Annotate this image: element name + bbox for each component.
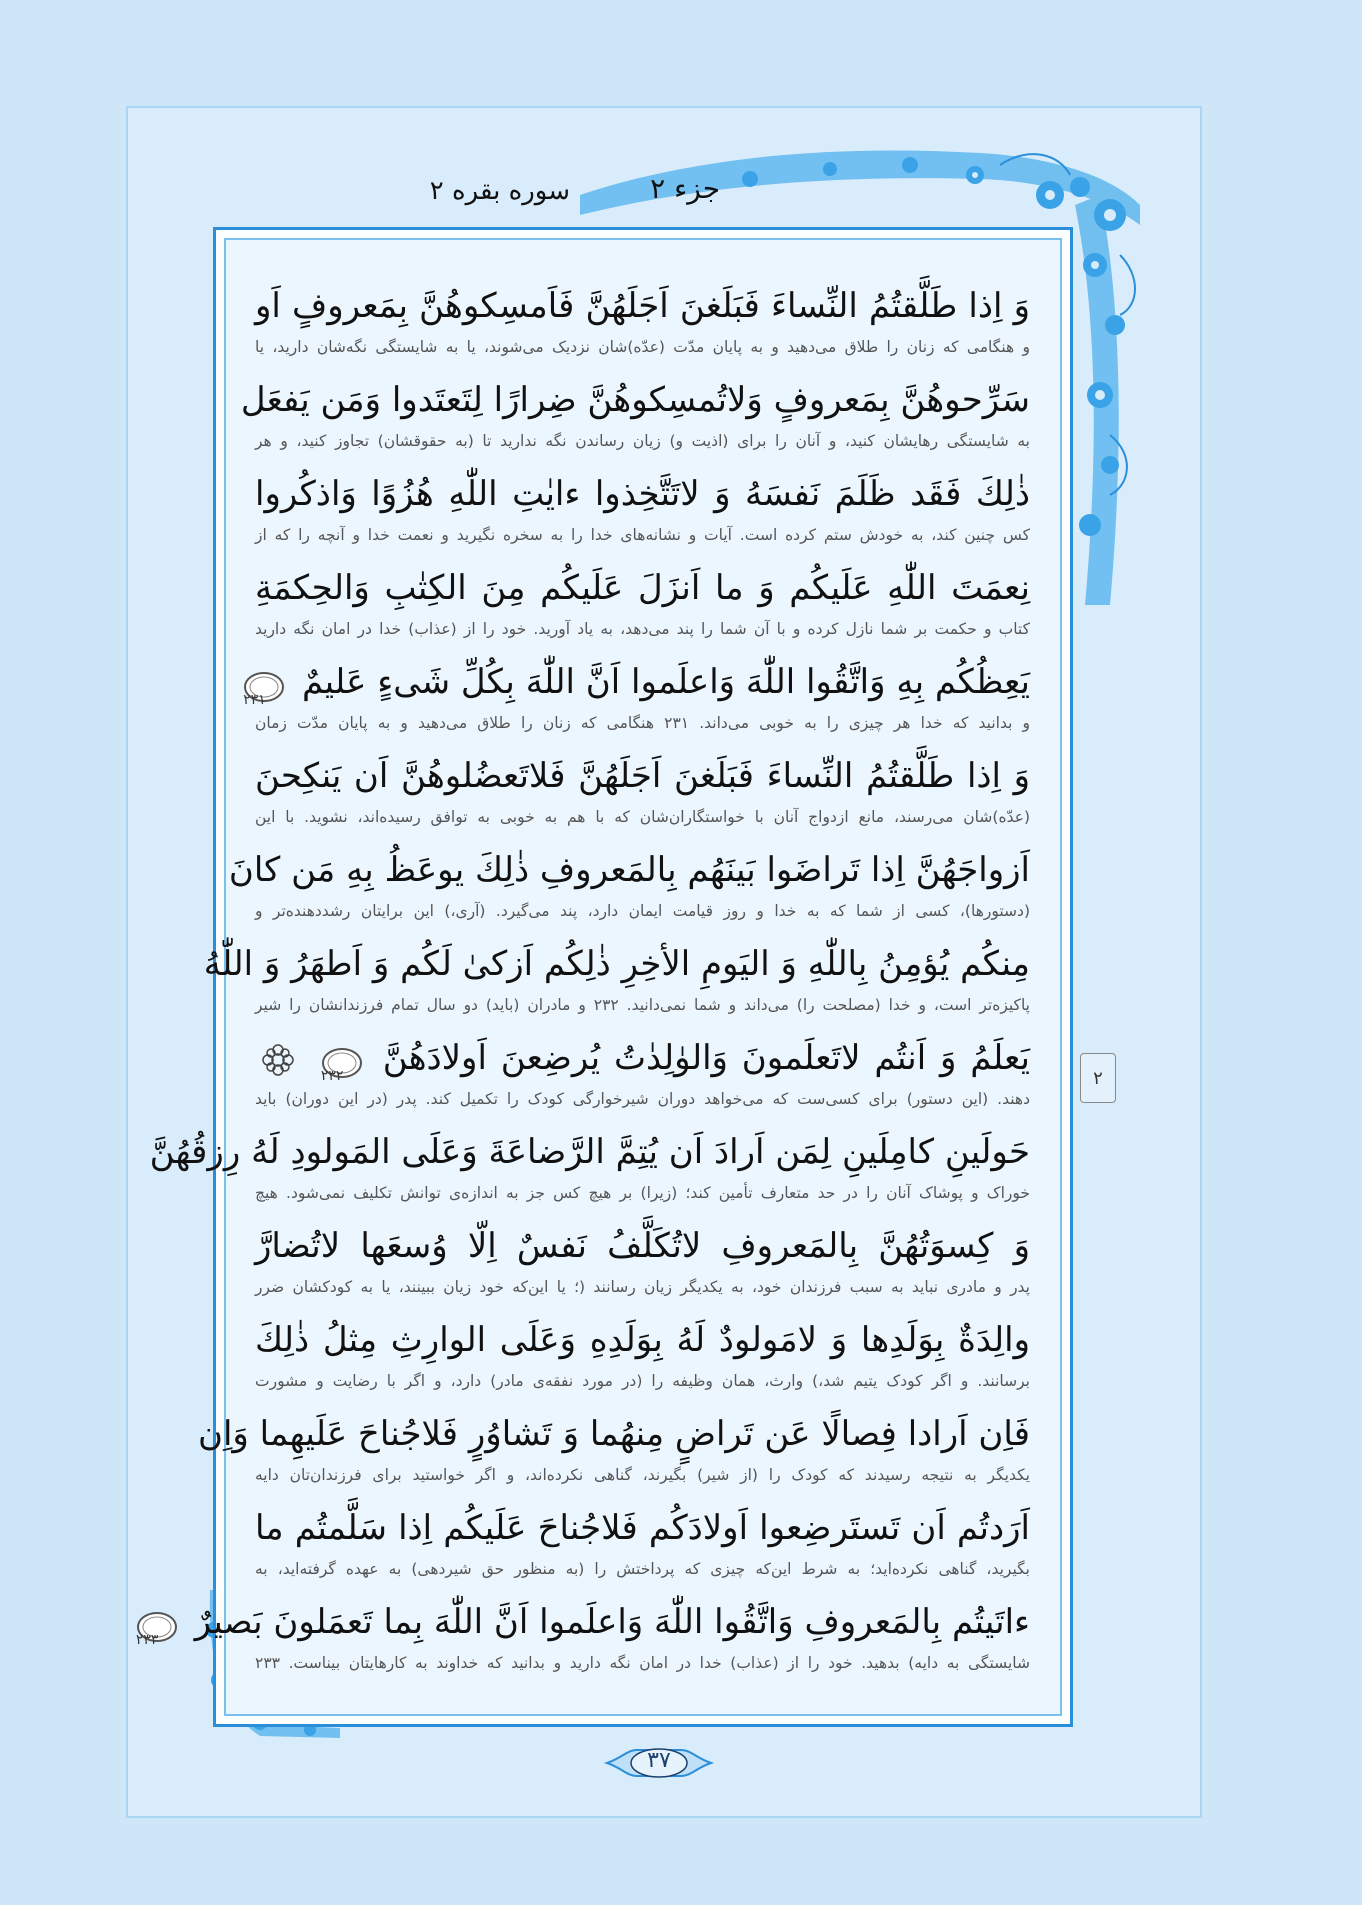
translation-line: پاکیزه‌تر است، و خدا (مصلحت را) می‌داند و شما نمی‌دانید. ۲۳۲ و مادران (باید) دو سال تمام فرزندانشان را شیر xyxy=(255,996,1030,1014)
juz-label: جزء ۲ xyxy=(650,172,720,205)
verse-line xyxy=(255,1032,1030,1126)
translation-line: به شایستگی رهایشان کنید، و آنان را برای (اذیت و) زیان رساندن نگه ندارید تا (به حقوقشان) تجاوز کنید، و هر xyxy=(255,432,1030,450)
arabic-line: فَاِن اَرادا فِصالًا عَن تَراضٍ مِنهُما وَ تَشاوُرٍ فَلاجُناحَ عَلَيهِما وَاِن xyxy=(197,1414,1030,1454)
translation-line: پدر و مادری نباید به سبب فرزندان خود، به یکدیگر زیان رسانند (؛ یا این‌که خود زیان ببینند، یا به کودکشان ضرر xyxy=(255,1278,1030,1296)
ayah-end-marker xyxy=(243,667,285,708)
arabic-line-with-ayah-end xyxy=(243,656,1030,712)
ayah-number: ۲۳۱ xyxy=(243,692,266,708)
translation-line: (عدّه)شان می‌رسند، مانع ازدواج آنان با خواستگاران‌شان که با هم به خوبی به توافق رسیده‌اند، نشوید. با این xyxy=(255,808,1030,826)
arabic-line: اَرَدتُم اَن تَستَرضِعوا اَولادَكُم فَلاجُناحَ عَلَيكُم اِذا سَلَّمتُم ما xyxy=(255,1508,1030,1548)
verse-line xyxy=(135,1596,1030,1690)
verses-container xyxy=(135,280,1031,1690)
arabic-line-with-ayah-end xyxy=(135,1596,1030,1652)
arabic-line: حَولَينِ كامِلَينِ لِمَن اَرادَ اَن يُتِمَّ الرَّضاعَةَ وَعَلَی المَولودِ لَهُ رِزقُهُنَّ xyxy=(149,1132,1030,1172)
translation-line: و هنگامی که زنان را طلاق می‌دهید و به پایان مدّت (عدّه)شان نزدیک می‌شوند، یا به شایستگی نگه‌شان دارید، یا xyxy=(255,338,1030,356)
translation-line: شایستگی به دایه) بدهید. خود را از (عذاب) خدا در امان نگه دارید و بدانید که خداوند به کارهایتان بیناست. ۲۳۳ xyxy=(255,1654,1030,1672)
arabic-line: سَرِّحوهُنَّ بِمَعروفٍ وَلاتُمسِكوهُنَّ ضِرارًا لِتَعتَدوا وَمَن يَفعَل xyxy=(240,380,1030,420)
page-header xyxy=(380,172,720,216)
hizb-flower-icon xyxy=(261,1043,295,1077)
verse-line xyxy=(255,1220,1030,1314)
verse-line xyxy=(197,1408,1030,1502)
ayah-end-marker xyxy=(320,1043,363,1084)
verse-line xyxy=(240,374,1030,468)
arabic-line: وَ اِذا طَلَّقتُمُ النِّساءَ فَبَلَغنَ اَجَلَهُنَّ فَلاتَعضُلوهُنَّ اَن يَنكِحنَ xyxy=(255,756,1030,796)
arabic-line: ذٰلِكَ فَقَد ظَلَمَ نَفسَهُ وَ لاتَتَّخِذوا ءايٰتِ اللّٰهِ هُزُوًا وَاذكُروا xyxy=(255,474,1030,514)
translation-line: بگیرید، گناهی نکرده‌اید؛ به شرط این‌که چیزی که پرداختش را (به منظور حق شیردهی) به عهده گرفته‌اید، به xyxy=(255,1560,1030,1578)
translation-line: خوراک و پوشاک آنان را در حد متعارف تأمین کند؛ (زیرا) بر هیچ کس جز به اندازه‌ی توانش تکلیف نمی‌شود. هیچ xyxy=(255,1184,1030,1202)
ayah-end-marker xyxy=(135,1607,178,1648)
arabic-line: نِعمَتَ اللّٰهِ عَلَيكُم وَ ما اَنزَلَ عَلَيكُم مِنَ الكِتٰبِ وَالحِكمَةِ xyxy=(255,568,1030,608)
ayah-number: ۲۳۲ xyxy=(320,1068,344,1084)
arabic-text: يَعلَمُ وَ اَنتُم لاتَعلَمونَ وَالوٰلِدٰتُ يُرضِعنَ اَولادَهُنَّ xyxy=(382,1038,1030,1078)
verse-line xyxy=(255,1502,1030,1596)
verse-line xyxy=(149,1126,1030,1220)
hizb-side-mark: ۲ xyxy=(1080,1053,1116,1103)
verse-line xyxy=(255,562,1030,656)
verse-line xyxy=(255,750,1030,844)
verse-line xyxy=(203,938,1030,1032)
arabic-line: وَ كِسوَتُهُنَّ بِالمَعروفِ لاتُكَلَّفُ نَفسٌ اِلّا وُسعَها لاتُضارَّ xyxy=(255,1226,1031,1266)
translation-line: کتاب و حکمت بر شما نازل کرده و با آن شما را پند می‌دهد، به یاد آورید. خود را از (عذاب) خدا در امان نگه دارید xyxy=(255,620,1030,638)
translation-line: یکدیگر به نتیجه رسیدند که کودک را (از شیر) بگیرند، گناهی نکرده‌اند، و اگر خواستید برای فرزندان‌تان دایه xyxy=(255,1466,1030,1484)
verse-line xyxy=(255,280,1030,374)
verse-line xyxy=(243,656,1030,750)
verse-line xyxy=(255,1314,1030,1408)
arabic-line: مِنكُم يُؤمِنُ بِاللّٰهِ وَ اليَومِ الأخِرِ ذٰلِكُم اَزكیٰ لَكُم وَ اَطهَرُ وَ اللّٰهُ xyxy=(203,944,1030,984)
translation-line: دهند. (این دستور) برای کسی‌ست که می‌خواهد دوران شیرخوارگی کودک را تکمیل کند. پدر (در این دوران) باید xyxy=(255,1090,1030,1108)
translation-line: و بدانید که خدا هر چیزی را به خوبی می‌داند. ۲۳۱ هنگامی که زنان را طلاق می‌دهید و به پایان مدّت زمان xyxy=(255,714,1030,732)
verse-line xyxy=(228,844,1030,938)
verse-line xyxy=(255,468,1030,562)
arabic-line-with-ayah-end xyxy=(255,1032,1030,1088)
arabic-line: والِدَةٌ بِوَلَدِها وَ لامَولودٌ لَهُ بِوَلَدِهِ وَعَلَی الوارِثِ مِثلُ ذٰلِكَ xyxy=(255,1320,1030,1360)
translation-line: (دستورها)، کسی از شما که به خدا و روز قیامت ایمان دارد، پند می‌گیرد. (آری،) این برایتان رشددهنده‌تر و xyxy=(255,902,1030,920)
surah-label: سوره بقره ۲ xyxy=(429,176,570,206)
page-number: ۳۷ xyxy=(647,1748,671,1773)
translation-line: کس چنین کند، به خودش ستم کرده است. آیات و نشانه‌های خدا را به سخره نگیرید و نعمت خدا و آنچه را که از xyxy=(255,526,1030,544)
page-number-badge xyxy=(607,1740,711,1786)
translation-line: برسانند. و اگر کودک یتیم شد،) وارث، همان وظیفه را (در مورد نفقه‌ی مادر) دارد، و اگر با رضایت و مشورت xyxy=(255,1372,1030,1390)
ayah-number: ۲۳۳ xyxy=(135,1632,159,1648)
arabic-line: وَ اِذا طَلَّقتُمُ النِّساءَ فَبَلَغنَ اَجَلَهُنَّ فَاَمسِكوهُنَّ بِمَعروفٍ اَو xyxy=(255,286,1030,326)
arabic-text: ءاتَيتُم بِالمَعروفِ وَاتَّقُوا اللّٰهَ وَاعلَموا اَنَّ اللّٰهَ بِما تَعمَلونَ بَصيرٌ xyxy=(194,1602,1030,1642)
arabic-line: اَزواجَهُنَّ اِذا تَراضَوا بَينَهُم بِالمَعروفِ ذٰلِكَ يوعَظُ بِهِ مَن كانَ xyxy=(228,850,1030,890)
arabic-text: يَعِظُكُم بِهِ وَاتَّقُوا اللّٰهَ وَاعلَموا اَنَّ اللّٰهَ بِكُلِّ شَیءٍ عَليمٌ xyxy=(302,662,1030,702)
